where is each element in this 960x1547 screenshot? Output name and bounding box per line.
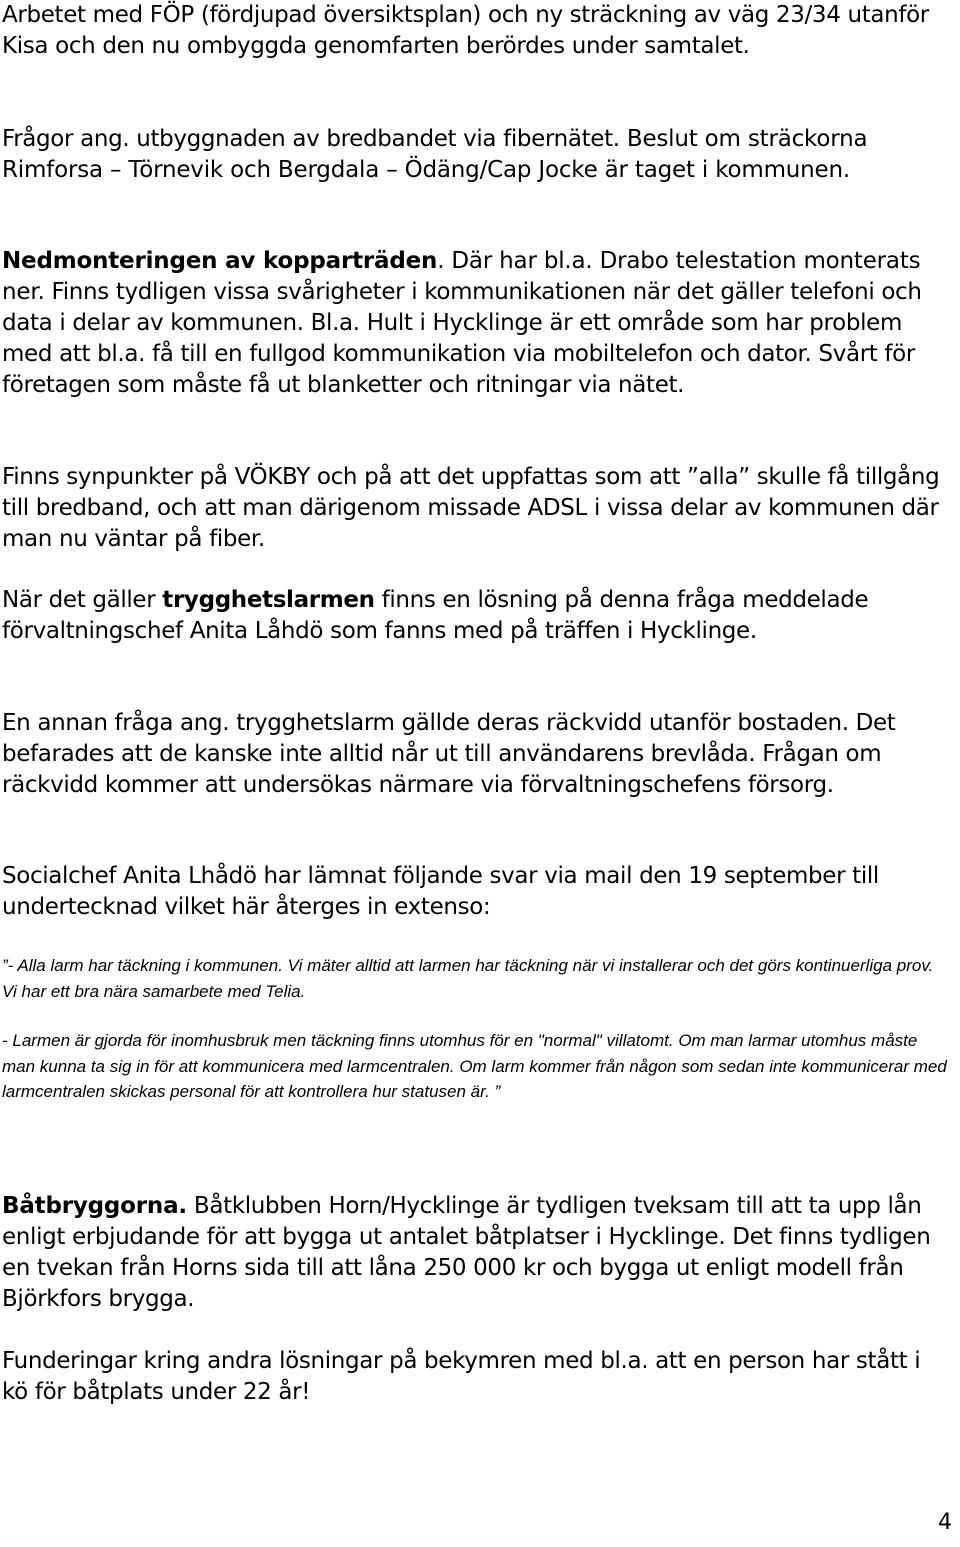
quote-coverage: [0, 953, 960, 1004]
paragraph-broadband: [0, 124, 960, 186]
paragraph-copper-rest: Finns tydligen vissa svårigheter i kommunikationen när det gäller telefoni och data i delar av kommunen. Bl.a. Hult i Hycklinge är ett område som har problem med att bl.a. få till en fullgod kommunikation via mobiltelefon och dator. Svårt för företagen som måste få ut blanketter och ritningar via nätet.: [2, 279, 922, 398]
paragraph-broadband-lead: Frågor ang. utbyggnaden av bredbandet via fibernätet.: [2, 126, 620, 152]
quote-indoor-use: [0, 1028, 960, 1105]
heading-boat-docks: Båtbryggorna.: [2, 1193, 187, 1219]
quote-coverage-text: ”- Alla larm har täckning i kommunen. Vi mäter alltid att larmen har täckning när vi installerar och det görs kontinuerliga prov. Vi har ett bra nära samarbete med Telia.: [2, 956, 934, 1001]
page-number: 4: [938, 1510, 952, 1535]
heading-alarms: trygghetslarmen: [162, 587, 375, 613]
quote-indoor-use-text: - Larmen är gjorda för inomhusbruk men täckning finns utomhus för en "normal" villatomt. Om man larmar utomhus måste man kunna ta sig in för att kommunicera med larmcentralen. Om larm kommer från någon som sedan inte kommunicerar med larmcentralen skickas personal för att kontrollera hur statusen är. ”: [2, 1031, 947, 1101]
paragraph-fop: [0, 0, 960, 62]
heading-copper: Nedmonteringen av kopparträden: [2, 248, 438, 274]
paragraph-queue-text: Funderingar kring andra lösningar på bekymren med bl.a. att en person har stått i kö för båtplats under 22 år!: [2, 1348, 921, 1405]
paragraph-copper-mid: . Där har bl.a. Drabo telestation monterats ner.: [2, 248, 921, 305]
paragraph-vokby-text: Finns synpunkter på VÖKBY och på att det uppfattas som att ”alla” skulle få tillgång till bredband, och att man därigenom missade ADSL i vissa delar av kommunen där man nu väntar på fiber.: [2, 464, 940, 552]
paragraph-broadband-rest: Beslut om sträckorna Rimforsa – Törnevik och Bergdala – Ödäng/Cap Jocke är taget i kommunen.: [2, 126, 868, 183]
paragraph-alarms-pre: När det gäller: [2, 587, 163, 613]
paragraph-queue: [0, 1346, 960, 1408]
paragraph-fop-text: Arbetet med FÖP (fördjupad översiktsplan) och ny sträckning av väg 23/34 utanför Kisa och den nu ombyggda genomfarten berördes under samtalet.: [2, 2, 929, 59]
paragraph-boat-docks-rest: Båtklubben Horn/Hycklinge är tydligen tveksam till att ta upp lån enligt erbjudande för att bygga ut antalet båtplatser i Hycklinge. Det finns tydligen en tvekan från Horns sida till att låna 250 000 kr och bygga ut enligt modell från Björkfors brygga.: [2, 1193, 931, 1312]
paragraph-social-chief-text: Socialchef Anita Lhådö har lämnat följande svar via mail den 19 september till undertecknad vilket här återges in extenso:: [2, 863, 879, 920]
paragraph-vokby: [0, 462, 960, 555]
paragraph-alarm-range: [0, 708, 960, 801]
paragraph-copper: [0, 246, 960, 401]
paragraph-alarms: [0, 585, 960, 647]
paragraph-social-chief: [0, 861, 960, 923]
paragraph-alarms-rest: finns en lösning på denna fråga meddelade förvaltningschef Anita Låhdö som fanns med på träffen i Hycklinge.: [2, 587, 869, 644]
paragraph-boat-docks: [0, 1191, 960, 1315]
paragraph-alarm-range-text: En annan fråga ang. trygghetslarm gällde deras räckvidd utanför bostaden. Det befarades att de kanske inte alltid når ut till användarens brevlåda. Frågan om räckvidd kommer att undersökas närmare via förvaltningschefens försorg.: [2, 710, 896, 798]
